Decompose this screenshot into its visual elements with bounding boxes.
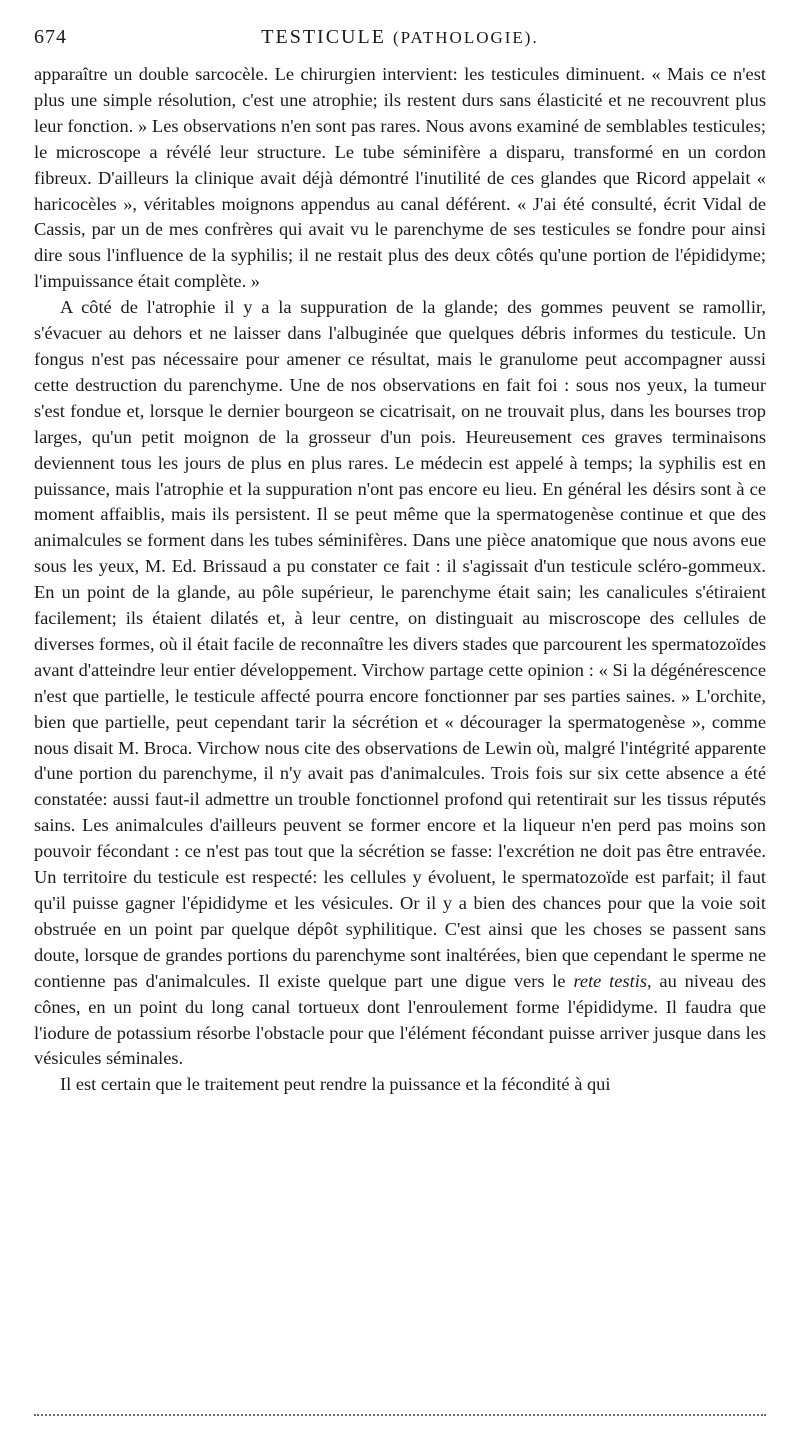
text-run: apparaître un double sarcocèle. Le chirurgien intervient: les testicules diminuent. « Mais ce n'est plus une simple résolution, c'est une atrophie; ils restent durs sans élasticité et ne recouvrent plus leur fonction. » Les observations n'en sont pas rares. Nous avons examiné de semblables testicules; le microscope a révélé leur structure. Le tube séminifère a disparu, transformé en un cordon fibreux. D'ailleurs la clinique avait déjà démontré l'inutilité de ces glandes que Ricord appelait « haricocèles », véritables moignons appendus au canal déférent. « J'ai été consulté, écrit Vidal de Cassis, par un de mes confrères qui avait vu le parenchyme de ses testicules se fondre pour ainsi dire sous l'influence de la syphilis; il ne restait plus des deux côtés qu'une portion de l'épididyme; l'impuissance était complète. » <box>34 64 766 292</box>
text-run: , au niveau des cônes, en un point du long canal tortueux dont l'enroulement forme l'épididyme. Il faudra que l'iodure de potassium résorbe l'obstacle pour que l'élément fécondant puisse arriver jusque dans les vésicules séminales. <box>34 970 767 1069</box>
page-number: 674 <box>34 26 67 48</box>
page-bottom-rule <box>34 1414 766 1416</box>
paragraph-atrophy-suppuration <box>34 295 766 1072</box>
paragraph-treatment <box>34 1072 766 1098</box>
chapter-subtitle: (PATHOLOGIE). <box>392 28 539 47</box>
running-head <box>34 26 766 56</box>
body-text <box>34 62 766 1098</box>
italic-term-rete-testis: rete testis <box>573 970 647 991</box>
paragraph-continuation <box>34 62 766 295</box>
book-page <box>34 26 766 1098</box>
chapter-title: TESTICULE <box>261 26 386 48</box>
text-run: Il est certain que le traitement peut rendre la puissance et la fécondité à qui <box>60 1074 611 1095</box>
running-head-title-block <box>34 26 766 49</box>
text-run: A côté de l'atrophie il y a la suppuration de la glande; des gommes peuvent se ramollir, s'évacuer au dehors et ne laisser dans l'albuginée que quelques débris informes du testicule. Un fongus n'est pas nécessaire pour amener ce résultat, mais le granulome peut accompagner aussi cette destruction du parenchyme. Une de nos observations en fait foi : sous nos yeux, la tumeur s'est fondue et, lorsque le dernier bourgeon se cicatrisait, on ne trouvait plus, dans les bourses trop larges, qu'un petit moignon de la grosseur d'un pois. Heureusement ces graves terminaisons deviennent tous les jours de plus en plus rares. Le médecin est appelé à temps; la syphilis est en puissance, mais l'atrophie et la suppuration n'ont pas encore eu lieu. En général les désirs sont à ce moment affaiblis, mais ils persistent. Il se peut même que la spermatogenèse continue et que des animalcules se forment dans les tubes séminifères. Dans une pièce anatomique que nous avons eue sous les yeux, M. Ed. Brissaud a pu constater ce fait : il s'agissait d'un testicule scléro-gommeux. En un point de la glande, au pôle supérieur, le parenchyme était sain; les canalicules s'étiraient facilement; ils étaient dilatés et, à leur centre, on distinguait au miscroscope des cellules de diverses formes, où il était facile de reconnaître les divers stades que parcourent les spermatozoïdes avant d'atteindre leur entier développement. Virchow partage cette opinion : « Si la dégénérescence n'est que partielle, le testicule affecté pourra encore fonctionner par ses parties saines. » L'orchite, bien que partielle, peut cependant tarir la sécrétion et « décourager la spermatogenèse », comme nous disait M. Broca. Virchow nous cite des observations de Lewin où, malgré l'intégrité apparente d'une portion du parenchyme, il n'y avait pas d'animalcules. Trois fois sur six cette absence a été constatée: aussi faut-il admettre un trouble fonctionnel profond qui retentirait sur les tissus réputés sains. Les animalcules d'ailleurs peuvent se former encore et la liqueur n'en perd pas moins son pouvoir fécondant : ce n'est pas tout que la sécrétion se fasse: l'excrétion ne doit pas être entravée. Un territoire du testicule est respecté: les cellules y évoluent, le spermatozoïde est parfait; il faut qu'il puisse gagner l'épididyme et les vésicules. Or il y a bien des chances pour que la voie soit obstruée en un point par quelque dépôt syphilitique. C'est ainsi que les choses se passent sans doute, lorsque de grandes portions du parenchyme sont inaltérées, bien que cependant le sperme ne contienne pas d'animalcules. Il existe quelque part une digue vers le <box>34 297 766 991</box>
